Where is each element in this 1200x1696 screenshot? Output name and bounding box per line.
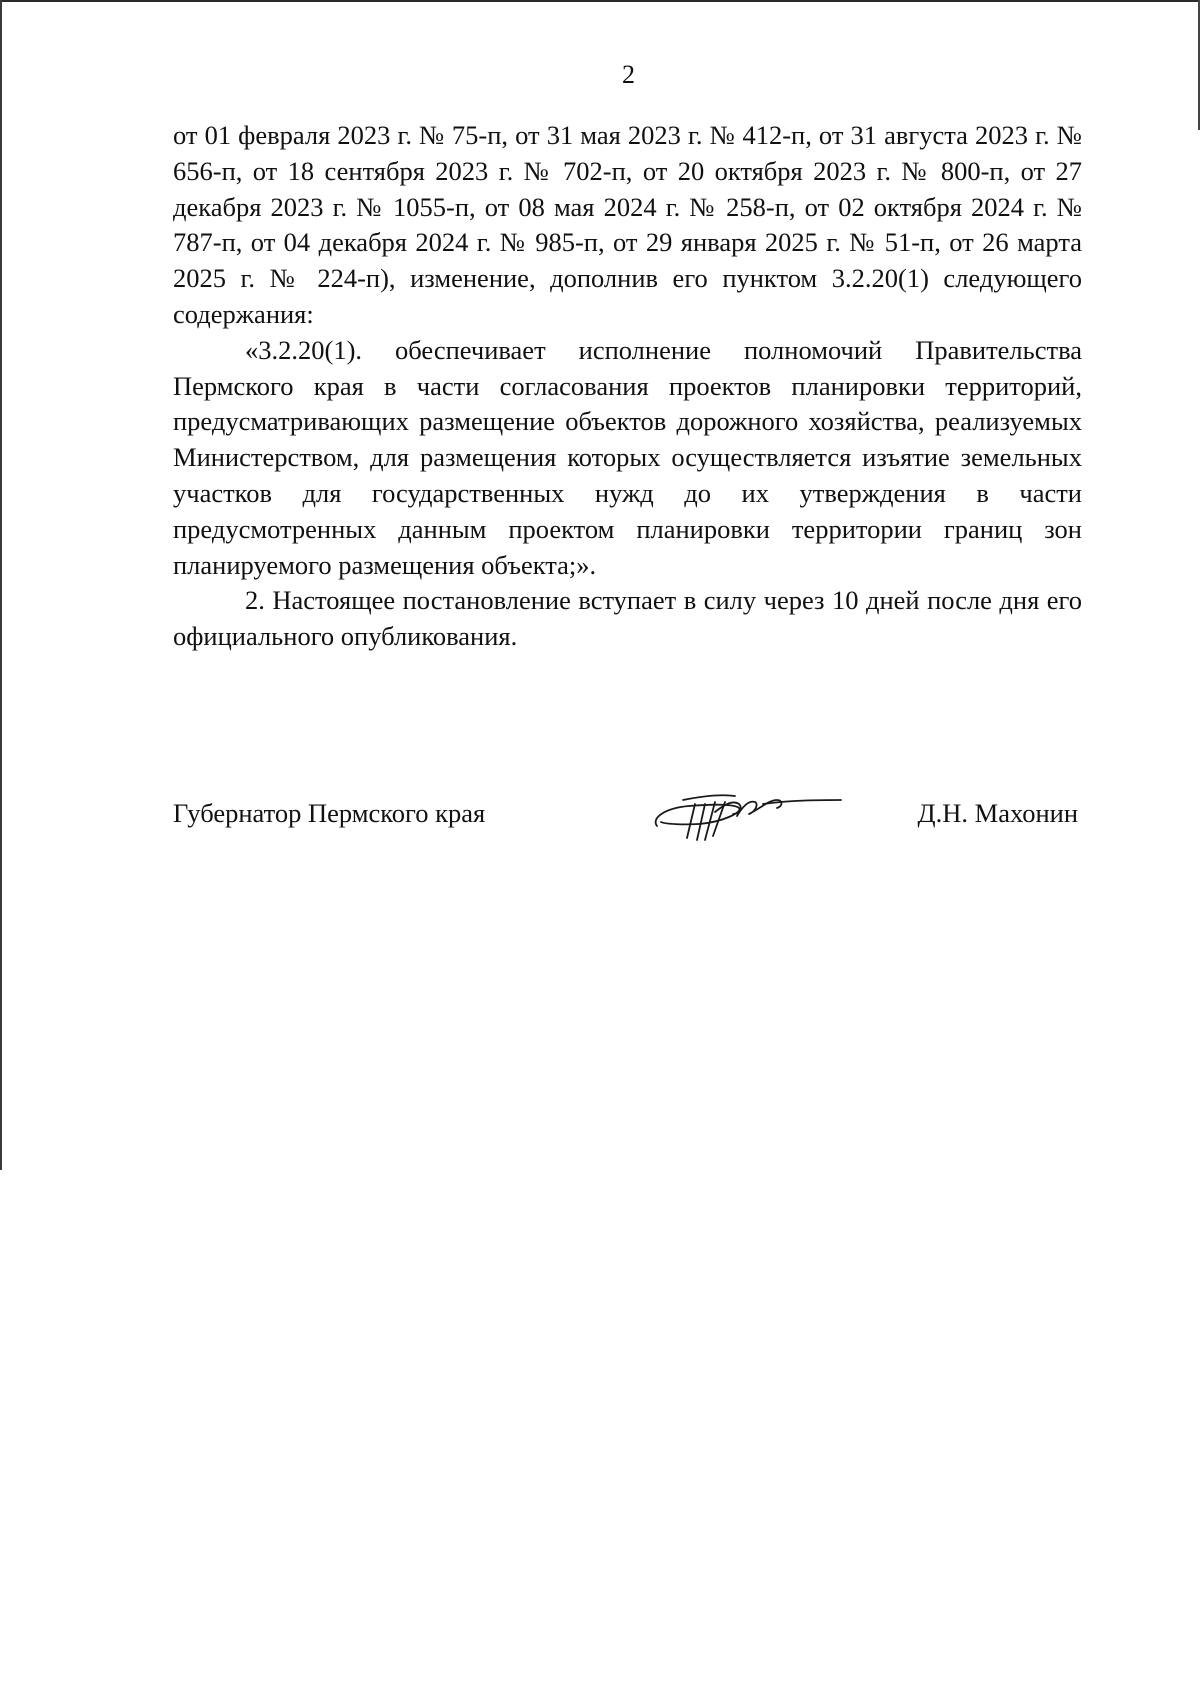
handwritten-signature <box>643 778 843 848</box>
signature-block <box>173 798 1082 858</box>
page-number: 2 <box>622 60 635 89</box>
paragraph-effective-date: 2. Настоящее постановление вступает в силу через 10 дней после дня его официального опубликования. <box>173 585 1082 652</box>
paragraph-amendment-list: от 01 февраля 2023 г. № 75-п, от 31 мая 2023 г. № 412-п, от 31 августа 2023 г. № 656-п, от 18 сентября 2023 г. № 702-п, от 20 октября 2023 г. № 800-п, от 27 декабря 2023 г. № 1055-п, от 08 мая 2024 г. № 258-п, от 02 октября 2024 г. № 787-п, от 04 декабря 2024 г. № 985-п, от 29 января 2025 г. № 51-п, от 26 марта 2025 г. № 224-п), изменение, дополнив его пунктом 3.2.20(1) следующего содержания: <box>173 120 1082 329</box>
scan-border-left <box>0 0 2 1170</box>
signatory-name: Д.Н. Махонин <box>917 798 1078 828</box>
signatory-position: Губернатор Пермского края <box>173 798 486 828</box>
paragraph-new-clause: «3.2.20(1). обеспечивает исполнение полномочий Правительства Пермского края в части согласования проектов планировки территорий, предусматривающих размещение объектов дорожного хозяйства, реализуемых Министерством, для размещения которых осуществляется изъятие земельных участков для государственных нужд до их утверждения в части предусмотренных данным проектом планировки территории границ зон планируемого размещения объекта;». <box>173 334 1082 580</box>
scan-border-top <box>0 0 1200 2</box>
document-body <box>173 118 1082 655</box>
